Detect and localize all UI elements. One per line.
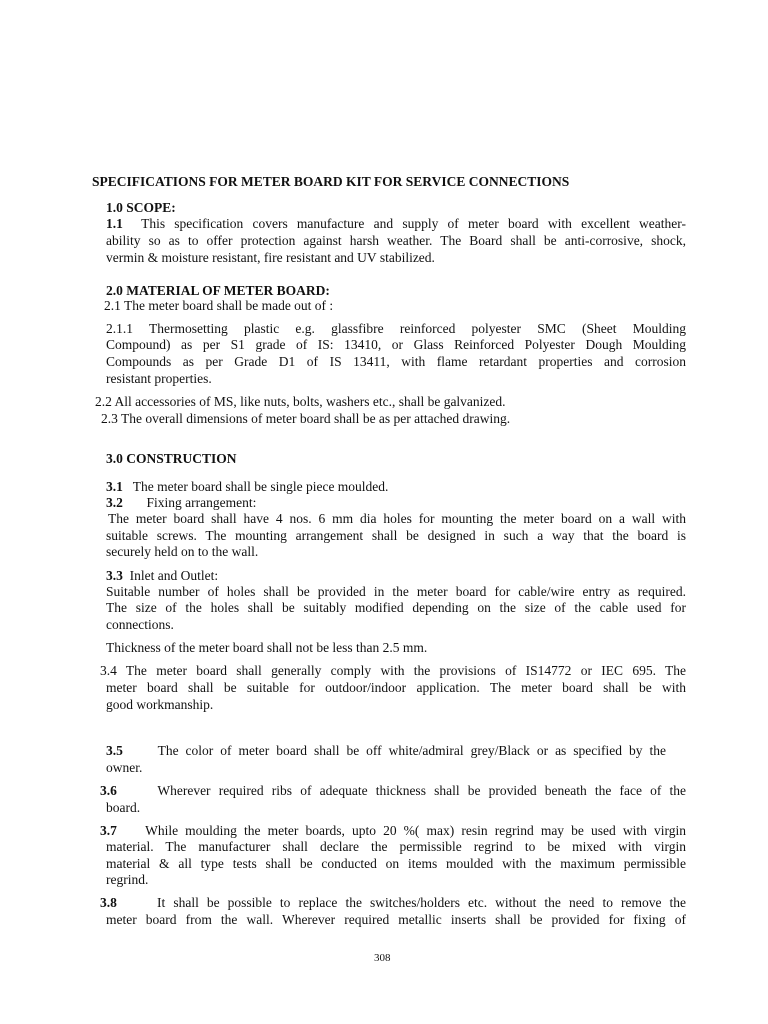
- clause-number: 3.5: [106, 743, 123, 758]
- section-heading-scope: 1.0 SCOPE:: [106, 200, 176, 215]
- clause-text: It shall be possible to replace the switches/holders etc. without the need to remove the: [157, 895, 686, 910]
- paragraph-line: [106, 494, 256, 511]
- paragraph-line: [100, 782, 686, 799]
- clause-text: Wherever required ribs of adequate thickness shall be provided beneath the face of the: [157, 783, 686, 798]
- clause-number: 3.3: [106, 568, 123, 583]
- clause-text: The meter board shall be single piece moulded.: [132, 479, 389, 494]
- paragraph-line: 2.3 The overall dimensions of meter board shall be as per attached drawing.: [101, 411, 511, 426]
- paragraph-line: regrind.: [106, 872, 149, 887]
- clause-text: While moulding the meter boards, upto 20 %( max) resin regrind may be used with virgin: [145, 823, 686, 838]
- paragraph-line: Suitable number of holes shall be provided in the meter board for cable/wire entry as required.: [106, 584, 686, 599]
- paragraph-line: [106, 215, 686, 232]
- paragraph-line: vermin & moisture resistant, fire resistant and UV stabilized.: [106, 250, 435, 265]
- paragraph-line: Compound) as per S1 grade of IS: 13410, or Glass Reinforced Polyester Dough Moulding: [106, 337, 686, 352]
- paragraph-line: good workmanship.: [106, 697, 214, 712]
- paragraph-line: meter board from the wall. Wherever required metallic inserts shall be provided for fixing of: [106, 912, 686, 927]
- paragraph-line: meter board shall be suitable for outdoor/indoor application. The meter board shall be with: [106, 680, 686, 695]
- paragraph-line: 2.1.1 Thermosetting plastic e.g. glassfibre reinforced polyester SMC (Sheet Moulding: [106, 321, 686, 336]
- paragraph-line: material & all type tests shall be conducted on items moulded with the maximum permissible: [106, 856, 686, 871]
- paragraph-line: [106, 567, 218, 584]
- paragraph-line: resistant properties.: [106, 371, 212, 386]
- page-number: 308: [374, 952, 391, 964]
- paragraph-line: securely held on to the wall.: [106, 544, 259, 559]
- clause-number: 3.1: [106, 479, 123, 494]
- clause-text: This specification covers manufacture and supply of meter board with excellent weather-: [141, 216, 687, 231]
- clause-text: Fixing arrangement:: [146, 495, 257, 510]
- section-heading-construction: 3.0 CONSTRUCTION: [106, 451, 237, 466]
- paragraph-line: 2.1 The meter board shall be made out of :: [104, 298, 334, 313]
- paragraph-line: board.: [106, 800, 141, 815]
- clause-number: 3.2: [106, 495, 123, 510]
- clause-number: 3.8: [100, 895, 117, 910]
- paragraph-line: The size of the holes shall be suitably modified depending on the size of the cable used for: [106, 600, 686, 615]
- clause-text: The color of meter board shall be off white/admiral grey/Black or as specified by the: [157, 743, 666, 758]
- paragraph-line: [106, 478, 388, 495]
- paragraph-line: [100, 894, 686, 911]
- clause-number: 3.6: [100, 783, 117, 798]
- paragraph-line: material. The manufacturer shall declare the permissible regrind to be mixed with virgin: [106, 839, 686, 854]
- paragraph-line: suitable screws. The mounting arrangement shall be designed in such a way that the board is: [106, 528, 686, 543]
- paragraph-line: connections.: [106, 617, 174, 632]
- document-title: SPECIFICATIONS FOR METER BOARD KIT FOR SERVICE CONNECTIONS: [92, 174, 570, 189]
- paragraph-line: Compounds as per Grade D1 of IS 13411, with flame retardant properties and corrosion: [106, 354, 686, 369]
- paragraph-line: The meter board shall have 4 nos. 6 mm dia holes for mounting the meter board on a wall with: [108, 511, 686, 526]
- paragraph-line: ability so as to offer protection against harsh weather. The Board shall be anti-corrosive, shock,: [106, 233, 686, 248]
- paragraph-line: [100, 822, 686, 839]
- section-heading-material: 2.0 MATERIAL OF METER BOARD:: [106, 283, 330, 298]
- paragraph-line: Thickness of the meter board shall not be less than 2.5 mm.: [106, 640, 428, 655]
- paragraph-line: [106, 742, 666, 759]
- clause-number: 3.7: [100, 823, 117, 838]
- clause-number: 1.1: [106, 216, 123, 231]
- paragraph-line: owner.: [106, 760, 143, 775]
- clause-text: Inlet and Outlet:: [129, 568, 219, 583]
- paragraph-line: 2.2 All accessories of MS, like nuts, bolts, washers etc., shall be galvanized.: [95, 394, 506, 409]
- paragraph-line: 3.4 The meter board shall generally comply with the provisions of IS14772 or IEC 695. The: [100, 663, 686, 678]
